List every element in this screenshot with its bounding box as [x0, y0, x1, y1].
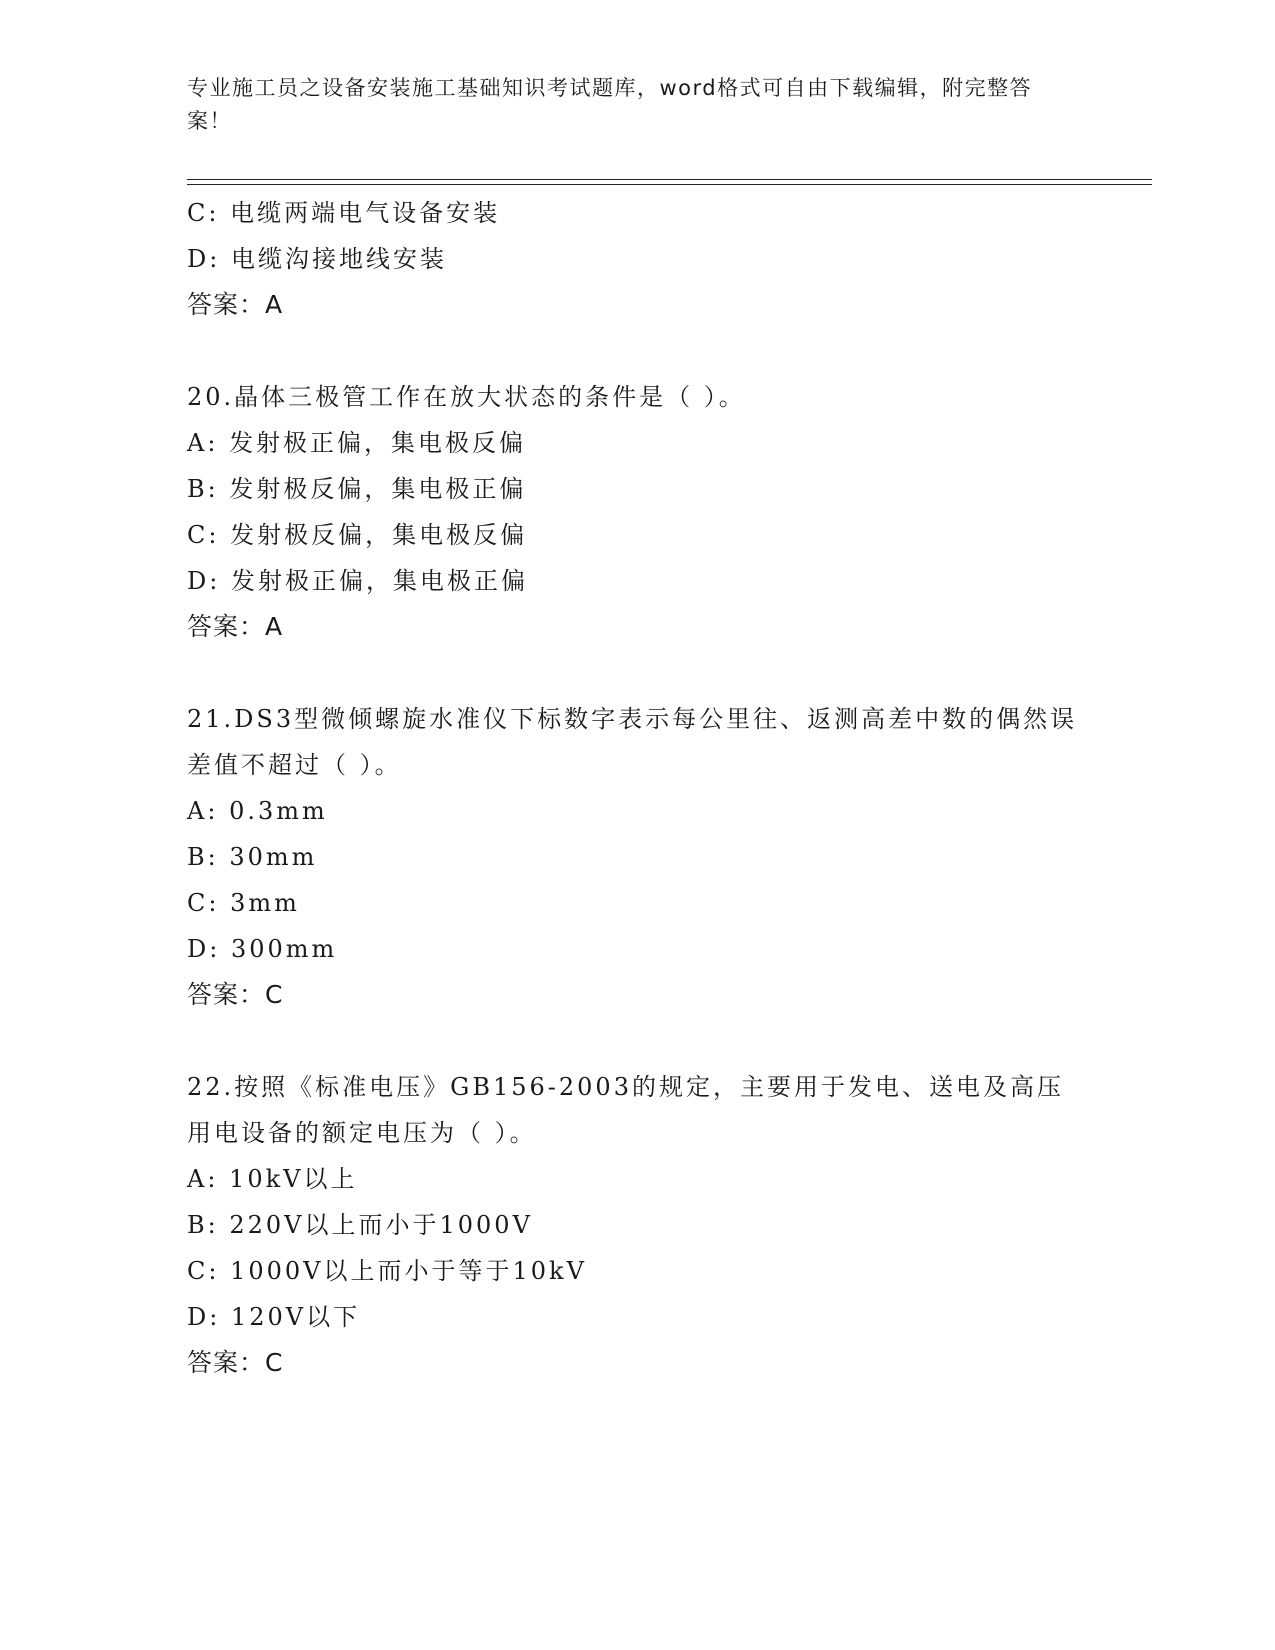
question-text: 22.按照《标准电压》GB156-2003的规定，主要用于发电、送电及高压用电设备的额定电压为（ ）。: [187, 1073, 1064, 1147]
option-d: D: 电缆沟接地线安装: [187, 245, 447, 273]
answer-line: 答案：A: [187, 290, 284, 319]
question-block-22: [187, 1064, 1087, 1386]
option-a: A: 0.3mm: [187, 797, 328, 825]
option-b: B: 220V以上而小于1000V: [187, 1211, 533, 1239]
option-c: C: 1000V以上而小于等于10kV: [187, 1257, 587, 1285]
option-b: B: 30mm: [187, 843, 318, 871]
option-c: C: 电缆两端电气设备安装: [187, 199, 501, 227]
header-divider-bottom: [187, 184, 1152, 185]
header-title: 专业施工员之设备安装施工基础知识考试题库，word格式可自由下载编辑，附完整答案！: [187, 76, 1033, 133]
answer-value: C: [265, 980, 284, 1009]
answer-value: A: [265, 290, 284, 319]
option-c: C: 发射极反偏，集电极反偏: [187, 521, 528, 549]
answer-line: 答案：C: [187, 980, 284, 1009]
option-d: D: 120V以下: [187, 1303, 361, 1331]
option-a: A: 10kV以上: [187, 1165, 358, 1193]
question-block-20: [187, 374, 1087, 650]
answer-line: 答案：A: [187, 612, 284, 641]
answer-value: C: [265, 1348, 284, 1377]
question-text: 21.DS3型微倾螺旋水准仪下标数字表示每公里往、返测高差中数的偶然误差值不超过（ ）。: [187, 705, 1078, 779]
question-block-21: [187, 696, 1087, 1018]
option-c: C: 3mm: [187, 889, 300, 917]
header-divider-top: [187, 179, 1152, 180]
page-header: [187, 72, 1067, 138]
answer-line: 答案：C: [187, 1348, 284, 1377]
option-d: D: 发射极正偏，集电极正偏: [187, 567, 528, 595]
question-list: [187, 190, 1087, 1386]
option-a: A: 发射极正偏，集电极反偏: [187, 429, 527, 457]
option-d: D: 300mm: [187, 935, 338, 963]
question-text: 20.晶体三极管工作在放大状态的条件是（ ）。: [187, 383, 746, 411]
option-b: B: 发射极反偏，集电极正偏: [187, 475, 527, 503]
answer-value: A: [265, 612, 284, 641]
question-block-19: [187, 190, 1087, 328]
